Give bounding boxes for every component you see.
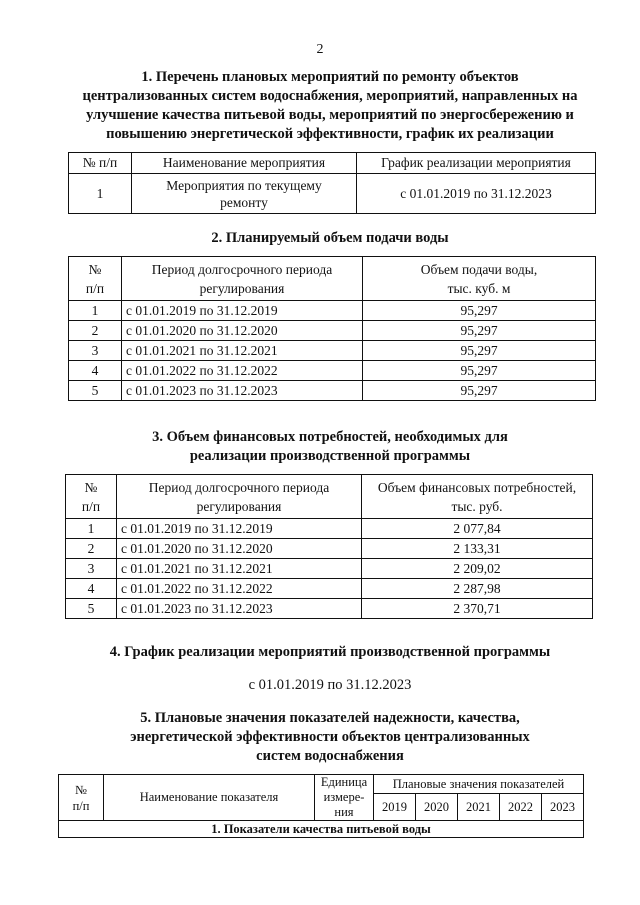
header-line: № bbox=[88, 261, 102, 277]
row-num: 2 bbox=[66, 539, 117, 559]
col-period-header bbox=[117, 475, 362, 519]
table-header-row bbox=[59, 775, 584, 794]
col-unit-header bbox=[315, 775, 374, 821]
row-value: 2 370,71 bbox=[362, 599, 593, 619]
col-value-header bbox=[363, 257, 596, 301]
col-name-header: Наименование мероприятия bbox=[132, 153, 357, 174]
section-1-title-line: повышению энергетической эффективности, график их реализации bbox=[106, 126, 554, 142]
section-4-period: с 01.01.2019 по 31.12.2023 bbox=[248, 677, 412, 693]
row-name bbox=[132, 174, 357, 214]
col-value-header bbox=[362, 475, 593, 519]
row-value: 2 133,31 bbox=[362, 539, 593, 559]
table-row bbox=[59, 821, 584, 838]
section-5-title-line: энергетической эффективности объектов централизованных bbox=[130, 729, 530, 745]
section-5-title-line: систем водоснабжения bbox=[256, 748, 404, 764]
row-num: 3 bbox=[69, 341, 122, 361]
row-num: 5 bbox=[69, 381, 122, 401]
row-num: 5 bbox=[66, 599, 117, 619]
section-1-title bbox=[60, 68, 600, 144]
header-line: п/п bbox=[85, 280, 105, 296]
header-line: ния bbox=[334, 805, 354, 819]
row-num: 3 bbox=[66, 559, 117, 579]
indicators-table bbox=[58, 774, 584, 838]
header-line: Период долгосрочного периода bbox=[151, 261, 333, 277]
row-num: 4 bbox=[69, 361, 122, 381]
header-line: Единица bbox=[320, 775, 368, 789]
row-value: 95,297 bbox=[363, 381, 596, 401]
col-name-header: Наименование показателя bbox=[104, 775, 315, 821]
row-name-line: Мероприятия по текущему bbox=[166, 177, 322, 193]
page-number: 2 bbox=[316, 42, 324, 57]
row-value: 95,297 bbox=[363, 341, 596, 361]
row-value: 95,297 bbox=[363, 361, 596, 381]
table-row bbox=[69, 321, 596, 341]
section-1-title-line: 1. Перечень плановых мероприятий по ремонту объектов bbox=[141, 69, 519, 85]
col-num-header bbox=[59, 775, 104, 821]
row-period: с 01.01.2023 по 31.12.2023 bbox=[122, 381, 363, 401]
table-header-row bbox=[66, 475, 593, 519]
section-5-title bbox=[60, 709, 600, 766]
col-num-header bbox=[66, 475, 117, 519]
row-value: 2 287,98 bbox=[362, 579, 593, 599]
water-supply-table bbox=[68, 256, 596, 401]
row-period: с 01.01.2020 по 31.12.2020 bbox=[122, 321, 363, 341]
year-2021-header: 2021 bbox=[457, 794, 499, 821]
activities-table bbox=[68, 152, 596, 214]
year-2023-header: 2023 bbox=[541, 794, 583, 821]
section-2-title: 2. Планируемый объем подачи воды bbox=[211, 230, 449, 246]
header-line: Объем финансовых потребностей, bbox=[377, 479, 577, 495]
row-period: с 01.01.2019 по 31.12.2019 bbox=[117, 519, 362, 539]
table-row bbox=[69, 301, 596, 321]
row-num: 1 bbox=[69, 174, 132, 214]
row-num: 4 bbox=[66, 579, 117, 599]
table-row bbox=[69, 341, 596, 361]
table-row bbox=[69, 361, 596, 381]
year-2020-header: 2020 bbox=[415, 794, 457, 821]
section-4-title: 4. График реализации мероприятий производственной программы bbox=[109, 644, 551, 660]
header-line: регулирования bbox=[196, 498, 282, 514]
table-row bbox=[66, 559, 593, 579]
row-period: с 01.01.2023 по 31.12.2023 bbox=[117, 599, 362, 619]
row-value: 95,297 bbox=[363, 301, 596, 321]
header-line: п/п bbox=[72, 798, 90, 813]
financial-needs-table bbox=[65, 474, 593, 619]
row-period: с 01.01.2021 по 31.12.2021 bbox=[122, 341, 363, 361]
row-period: с 01.01.2020 по 31.12.2020 bbox=[117, 539, 362, 559]
year-2019-header: 2019 bbox=[374, 794, 416, 821]
row-period: с 01.01.2022 по 31.12.2022 bbox=[122, 361, 363, 381]
row-period: с 01.01.2019 по 31.12.2019 bbox=[122, 301, 363, 321]
col-num-header bbox=[69, 257, 122, 301]
row-num: 1 bbox=[69, 301, 122, 321]
section-1-title-line: улучшение качества питьевой воды, мероприятий по энергосбережению и bbox=[86, 107, 574, 123]
table-row bbox=[66, 599, 593, 619]
header-line: № bbox=[75, 782, 87, 797]
row-schedule: с 01.01.2019 по 31.12.2023 bbox=[357, 174, 596, 214]
table-row bbox=[69, 381, 596, 401]
col-num-header: № п/п bbox=[69, 153, 132, 174]
year-2022-header: 2022 bbox=[499, 794, 541, 821]
row-value: 2 209,02 bbox=[362, 559, 593, 579]
table-header-row bbox=[69, 153, 596, 174]
header-line: Объем подачи воды, bbox=[420, 261, 538, 277]
row-name-line: ремонту bbox=[220, 194, 268, 210]
header-line: № bbox=[84, 479, 98, 495]
header-line: регулирования bbox=[199, 280, 285, 296]
row-period: с 01.01.2022 по 31.12.2022 bbox=[117, 579, 362, 599]
section-1-title-line: централизованных систем водоснабжения, мероприятий, направленных на bbox=[82, 88, 578, 104]
section-5-title-line: 5. Плановые значения показателей надежности, качества, bbox=[140, 710, 520, 726]
section-3-title-line: 3. Объем финансовых потребностей, необходимых для bbox=[152, 429, 508, 445]
row-num: 2 bbox=[69, 321, 122, 341]
table-row bbox=[66, 579, 593, 599]
row-period: с 01.01.2021 по 31.12.2021 bbox=[117, 559, 362, 579]
header-line: п/п bbox=[81, 498, 101, 514]
table-row bbox=[66, 539, 593, 559]
header-line: измере- bbox=[323, 790, 365, 804]
section-3-title bbox=[60, 428, 600, 466]
col-planned-header: Плановые значения показателей bbox=[374, 775, 584, 794]
table-header-row bbox=[69, 257, 596, 301]
table-row bbox=[69, 174, 596, 214]
header-line: тыс. руб. bbox=[451, 498, 503, 514]
table-row bbox=[66, 519, 593, 539]
header-line: Период долгосрочного периода bbox=[148, 479, 330, 495]
section-3-title-line: реализации производственной программы bbox=[189, 448, 471, 464]
row-value: 2 077,84 bbox=[362, 519, 593, 539]
subsection-title: 1. Показатели качества питьевой воды bbox=[59, 821, 584, 838]
col-schedule-header: График реализации мероприятия bbox=[357, 153, 596, 174]
row-value: 95,297 bbox=[363, 321, 596, 341]
col-period-header bbox=[122, 257, 363, 301]
header-line: тыс. куб. м bbox=[447, 280, 511, 296]
row-num: 1 bbox=[66, 519, 117, 539]
